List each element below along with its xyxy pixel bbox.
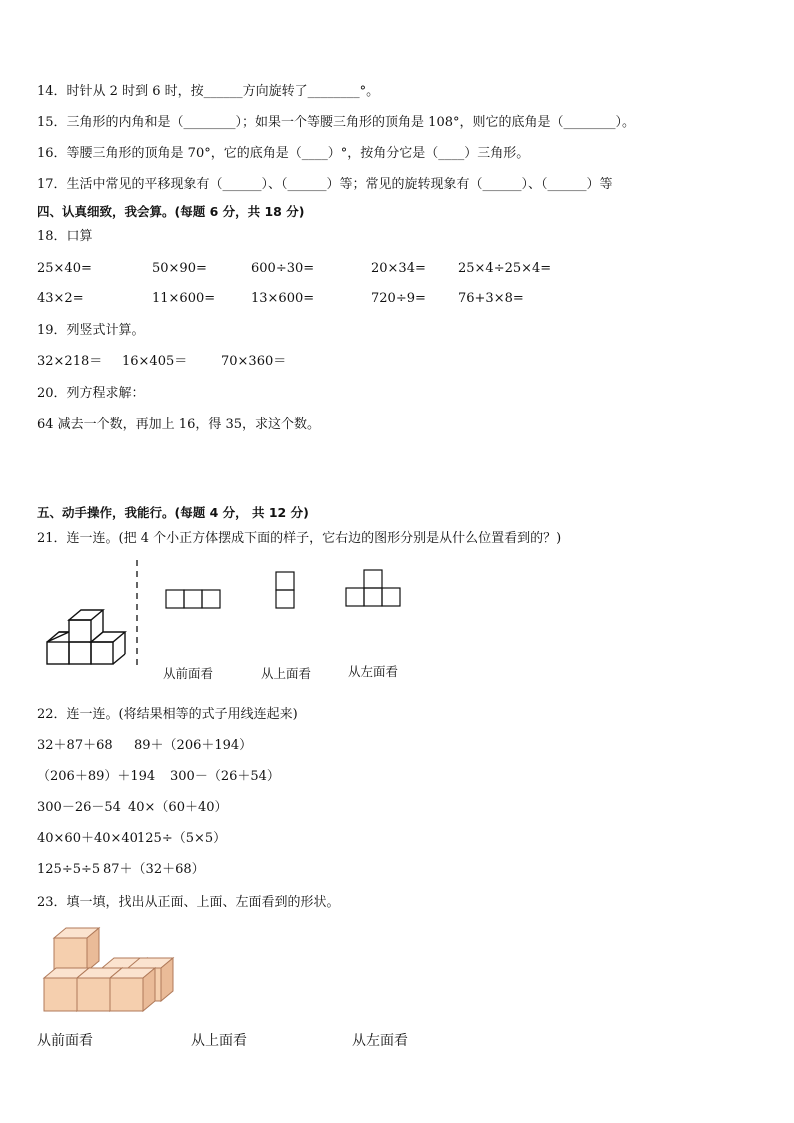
calc-item: 720÷9= [371,291,426,306]
calc-item: 20×34= [371,261,426,276]
question-22: 22．连一连。(将结果相等的式子用线连起来) [37,707,298,722]
calc-item: 600÷30= [251,261,315,276]
question-19: 19．列竖式计算。 [37,323,145,338]
cube [110,968,155,1011]
calc-item: 70×360＝ [221,354,287,369]
expression-left: 32＋87＋68 [37,738,113,753]
expression-left: （206＋89）＋194 [37,769,156,784]
question-18: 18．口算 [37,229,93,244]
q23-label-front: 从前面看 [37,1033,93,1049]
calc-item: 16×405＝ [122,354,188,369]
question-17: 17．生活中常见的平移现象有（______）、（______）等；常见的旋转现象有（______）、（______）等 [37,177,613,192]
calc-item: 25×4÷25×4= [458,261,552,276]
question-21: 21．连一连。(把 4 个小正方体摆成下面的样子，它右边的图形分别是从什么位置看到的？) [37,531,562,546]
expression-right: 125÷（5×5） [137,831,227,846]
q21-view-t-shape [345,569,405,611]
expression-left: 300－26－54 [37,800,121,815]
q23-label-top: 从上面看 [191,1033,247,1049]
calc-item: 76+3×8= [458,291,524,306]
expression-left: 125÷5÷5 [37,862,101,877]
cube [54,928,99,971]
calc-item: 43×2= [37,291,84,306]
expression-right: 300－（26＋54） [170,769,280,784]
calc-item: 50×90= [152,261,207,276]
question-14: 14．时针从 2 时到 6 时，按______方向旋转了________°。 [37,84,380,99]
section-5-heading: 五、动手操作，我能行。(每题 4 分， 共 12 分) [37,505,309,520]
expression-left: 40×60＋40×40 [37,831,138,846]
q21-label-top: 从上面看 [261,666,312,681]
question-23: 23．填一填，找出从正面、上面、左面看到的形状。 [37,895,340,910]
q21-dashed-divider [132,560,142,670]
q23-colored-cubes-figure [40,920,175,1020]
expression-right: 89＋（206＋194） [134,738,253,753]
section-4-heading: 四、认真细致，我会算。(每题 6 分，共 18 分) [37,204,305,219]
q21-cube-stack-figure [40,600,130,670]
calc-item: 25×40= [37,261,92,276]
q21-label-left: 从左面看 [348,664,399,679]
q21-label-front: 从前面看 [163,666,214,681]
expression-right: 40×（60＋40） [128,800,228,815]
question-16: 16．等腰三角形的顶角是 70°，它的底角是（____）°，按角分它是（____）三角形。 [37,146,530,161]
question-20-text: 64 减去一个数，再加上 16，得 35，求这个数。 [37,417,321,432]
calc-item: 11×600= [152,291,216,306]
q23-label-left: 从左面看 [352,1033,408,1049]
expression-right: 87＋（32＋68） [103,862,205,877]
q21-view-two-stack [275,571,297,611]
question-15: 15．三角形的内角和是（________）；如果一个等腰三角形的顶角是 108°，则它的底角是（________）。 [37,115,635,130]
question-20: 20．列方程求解： [37,386,145,401]
calc-item: 32×218＝ [37,354,103,369]
calc-item: 13×600= [251,291,315,306]
q21-view-three-row [165,589,223,611]
